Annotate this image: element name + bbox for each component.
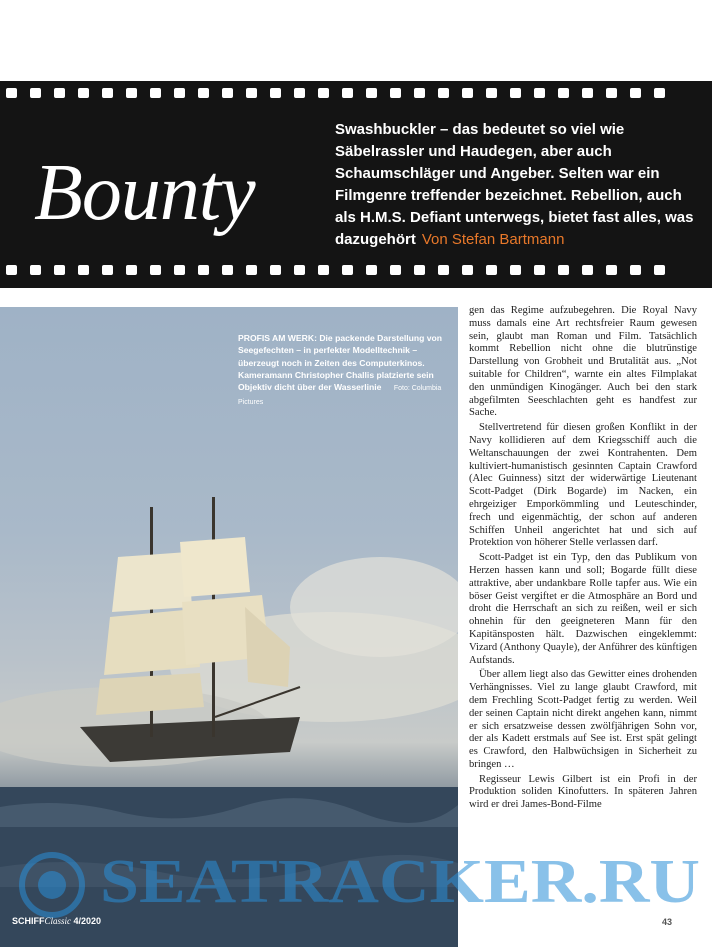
photo-caption [238, 332, 450, 410]
article-paragraph: Scott-Padget ist ein Typ, den das Publikum von Herzen hassen kann und soll; Bogarde füllt diese attraktive, aber undankbare Rolle tapfer aus. Wie ein böser Geist vergiftet er die Atmosphäre an Bord und droht die Herrschaft an sich zu reißen, weil er sich ohnehin für den geeigneteren Mann für den Kapitänsposten hält. Dazwischen eingeklemmt: Vizard (Anthony Quayle), der Anführer des künftigen Aufstands. [469, 552, 697, 666]
article-body [469, 305, 697, 814]
film-perforation-top [0, 88, 712, 104]
article-paragraph: Stellvertretend für diesen großen Konflikt in der Navy kollidieren auf dem Kriegsschiff auch die Weltanschauungen der zwei Kontrahenten. Dem kultiviert-humanistisch gesinnten Captain Crawford (Alec Guinness) sitzt der widerwärtige Lieutenant Scott-Padget (Dirk Bogarde) im Nacken, ein ehrgeiziger Emporkömmling und Leuteschinder, frech und eigenmächtig, der schon auf anderen Schiffen Unheil angerichtet hat und sich auf Protektion von höherer Stelle verlassen darf. [469, 422, 697, 549]
article-deck [335, 119, 695, 251]
article-paragraph: Über allem liegt also das Gewitter eines drohenden Verhängnisses. Viel zu lange glaubt Crawford, mit dem Frechling Scott-Padget fertig zu werden. Weil der seinen Captain nicht direkt angehen kann, nimmt er sich ersatzweise dessen zwölfjährigen Sohn vor, der als Kadett erstmals auf See ist. Erst spät gelingt es Crawford, den Halbwüchsigen in Sicherheit zu bringen … [469, 669, 697, 770]
page-number: 43 [662, 917, 673, 927]
article-paragraph: Regisseur Lewis Gilbert ist ein Profi in der Produktion soliden Kinofutters. In späteren Jahren wird er drei James-Bond-Filme [469, 773, 697, 811]
magazine-name: SCHIFF [12, 916, 45, 926]
article-paragraph: gen das Regime aufzubegehren. Die Royal Navy muss damals eine Art rechtsfreier Raum gewesen sein, glaubt man Roman und Film. Tatsächlich kommt Rebellion nicht ohne die blutrünstige Darstellung von Grobheit und Brutalität aus. „Not suitable for Children“, warnte ein altes Filmplakat den unmündigen Kinogänger. Auch bei den stark abgefilmten Seeschlachten geht es handfest zur Sache. [469, 305, 697, 419]
watermark-text: SEATRACKER.RU [100, 848, 700, 916]
film-perforation-bottom [0, 265, 712, 281]
photo-credit: Foto: Columbia Pictures [238, 385, 442, 407]
deck-text: Swashbuckler – das bedeutet so viel wie Säbelrassler und Haudegen, aber auch Schaumschläger und Angeber. Selten war ein Filmgenre treffender bezeichnet. Rebellion, auch als H.M.S. Defiant unterwegs, bietet fast alles, was dazugehört [335, 121, 694, 248]
film-strip-banner [0, 81, 712, 288]
issue-number: 4/2020 [73, 916, 102, 926]
caption-text: PROFIS AM WERK: Die packende Darstellung von Seegefechten – in perfekter Modelltechnik – überzeugt noch in Zeiten des Computerkinos. Kameramann Christopher Challis platzierte sein Objektiv dicht über der Wasserlinie [238, 333, 443, 393]
author-byline: Von Stefan Bartmann [421, 231, 565, 248]
magazine-footer [12, 916, 101, 926]
article-title: Bounty [34, 149, 255, 237]
magazine-sub: Classic [44, 916, 72, 926]
